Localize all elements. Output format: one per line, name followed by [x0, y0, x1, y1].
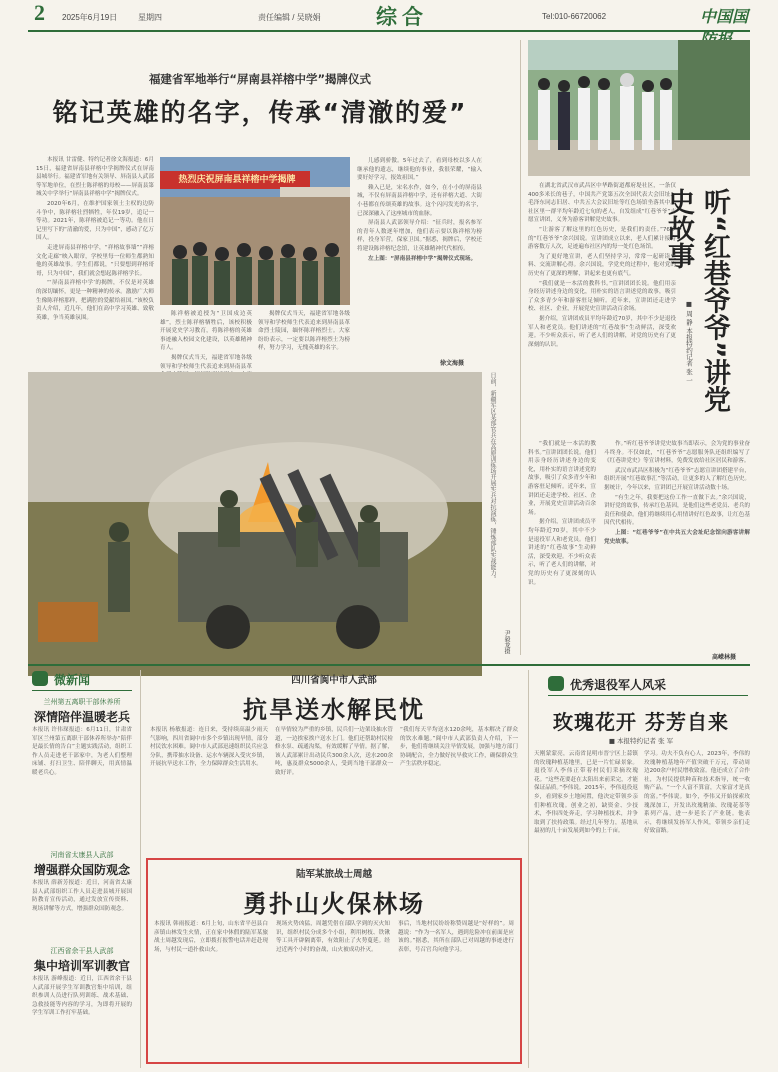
lead-paragraph: 本报讯 甘雷健、特约记者徐文海报道：6月15日，福建省屏南县祥榕中学揭牌仪式在屏南县城举行。福建省军地有关领导、屏南县人武部等军地单位，在烈士陈祥榕的母校——屏南县第城关中学举行“屏南县祥榕中学”揭牌仪式。 — [36, 157, 154, 198]
feature-paragraph: “我们就是一本活的教科书。”宣讲团团长说。他们用亲身经历讲述身边的变化，用朴实的语言讲述党的故事，吸引了众多青少年和游客驻足倾听。近年来，宣讲团还走进学校、社区、企业，开展党史宣讲活动百余场。 — [528, 441, 596, 516]
drought-headline: 抗旱送水解民忧 — [243, 696, 425, 724]
feature-column-1b — [528, 440, 596, 658]
veteran-badge — [548, 676, 564, 691]
lead-paragraph: 赖入已是，宋名水作，如今，在小小的屏南县城，不仅有屏南县祥榕中学，还有祥榕大道、大街小巷都在传颂英雄的故事。这个闪闪发光的名字，已深深融入了这座城市的血脉。 — [357, 184, 482, 217]
feature-photo-illustration — [528, 40, 750, 176]
drought-column-2: 在旱情较为严重的乡镇，民兵们一边架设抽水管道，一边挨家挨户送水上门。他们还帮助村民检修水泵、疏通沟渠，有效缓解了旱情。据了解，该人武部累计出动民兵300余人次，送水200余吨，惠及群众5000余人，受到当地干部群众一致好评。 — [275, 727, 393, 776]
micro-news-badge — [32, 671, 48, 686]
lead-byline: 徐文海摄 — [440, 360, 465, 367]
lead-paragraph: 揭牌仪式当天，福建省军地各级领导和学校师生代表追来到屏南县革 — [160, 354, 252, 370]
micro-news-title: 深情陪伴温暖老兵 — [33, 710, 130, 724]
feature-paragraph: “让游客了解这里的红色历史，是我们的责任。”76岁的“红巷爷爷”余兴国说。宣讲团成立以来，老人们累计接待游客数万人次，足迹遍布社区内的每一处红色场馆。 — [528, 226, 676, 251]
feature-paragraph: “有生之年，我要把这份工作一直做下去。”余兴国说，讲好党的故事，传承红色基因，是他们这些老党员、老兵的责任和使命。他们将继续用心用情讲好红色故事，让红色基因代代相传。 — [604, 494, 750, 527]
masthead-bar — [28, 0, 750, 32]
phone-number: Tel:010-66720062 — [542, 12, 607, 21]
fire-column-2: 现场火势凶猛，周越凭借在部队学到的灭火知识，组织村民分成多个小组，利用树枝、铁锹等工具开辟隔离带，有效阻止了火势蔓延。经过近两个小时的奋战，山火被成功扑灭。 — [276, 921, 390, 953]
drought-column-1: 本报讯 杨敏报道：连日来，受持续高温少雨天气影响，四川省阆中市多个乡镇出现旱情，部分村民饮水困难。阆中市人武部迅速组织民兵应急分队，携带抽水设备、运水车辆深入受灾乡镇，开展抗旱送水工作，全力保障群众生活用水。 — [150, 727, 268, 768]
lead-paragraph: 揭牌仪式当天，福建省军地各级领导和学校师生代表追来到屏南县革命烈士陵园，缅怀陈祥榕烈士。大家纷纷表示，一定要以陈祥榕烈士为榜样，努力学习，无愧英雄的名字。 — [258, 311, 350, 352]
micro-news-text: 本报讯 薛新芳报道：近日，河南省太康县人武部组织工作人员走进县城开展国防教育宣传活动，通过发放宣传资料、现场讲解等方式，增强群众国防观念。 — [32, 880, 132, 912]
feature-photo — [528, 40, 750, 176]
ceremony-photo — [160, 157, 350, 305]
lead-paragraph: 走进屏南县祥榕中学，“祥榕故事墙”“祥榕文化走廊”映入眼帘，学校里每一位师生都熟知他的英雄故事。学生们都说，“只要想到祥榕哥哥，只为中国”，我们就会想起陈祥榕学长。 — [36, 244, 154, 277]
lead-paragraph: 陈祥榕被追授为“卫国戍边英雄”，烈士陈祥榕牺牲后，该校积极开展党史学习教育，将陈祥榕的英雄事迹融入校园文化建设，以英雄精神育人。 — [160, 311, 252, 352]
feature-column-1 — [528, 182, 676, 437]
feature-paragraph: 据介绍，宣讲团成员平均年龄近70岁，其中不少是退役军人和老党员。他们讲述的“红巷故事”生动鲜活，深受欢迎。不少听众表示，听了老人们的讲解，对党的历史有了更深刻的认识。 — [528, 519, 596, 586]
feature-column-2 — [604, 440, 750, 658]
feature-paragraph: 武汉市武昌区积极为“红巷爷爷”志愿宣讲团搭建平台，组织开展“红巷故事汇”等活动，让更多的人了解红色历史。据统计，今年以来，宣讲团已开展宣讲活动数十场。 — [604, 467, 750, 491]
artillery-caption: 日前，新疆军区某部官兵在高原训练场开展实兵对抗演练，锤炼部队实战能力。 — [489, 372, 496, 582]
section-title: 综合 — [376, 5, 428, 29]
veteran-column-1: 天刚蒙蒙亮，云南省昆明市晋宁区上蒜镇的玫瑰种植基地里，已是一片忙碌景象。退役军人李伟正带着村民们采摘玫瑰花。“这些花要赶在太阳出来前采完，才能保证品质。”李伟说。2015年，李伟退役返乡，看到家乡土地闲置，他决定带领乡亲们种植玫瑰。创业之初，缺资金、少技术，李伟四处奔走，学习种植技术，并争取到了扶持政策。经过几年努力，基地从最初的几十亩发展到如今的上千亩。 — [534, 751, 638, 835]
micro-news-org: 河南省太康县人武部 — [50, 851, 114, 859]
veteran-label: 优秀退役军人风采 — [570, 678, 667, 692]
issue-weekday: 星期四 — [138, 13, 162, 22]
veteran-rule — [548, 695, 748, 696]
newspaper-logo: 中国国 — [700, 7, 749, 26]
artillery-photo — [28, 372, 482, 676]
micro-news-label: 微新闻 — [54, 673, 91, 687]
micro-news-text: 本报讯 游峰报道：近日，江西省余干县人武部开展学生军训教官集中培训，组织参训人员进行队列训练、战术基础、急救技能等内容的学习，为即将开展的学生军训工作打牢基础。 — [32, 976, 132, 1017]
photo-caption: 上图：“红巷爷爷”在中共五大会址纪念馆向游客讲解党史故事。 — [604, 529, 750, 545]
lead-column-2 — [160, 310, 252, 370]
photo-caption: 左上图：“屏南县祥榕中学”揭牌仪式现场。 — [368, 255, 477, 262]
lead-kicker: 福建省军地举行“屏南县祥榕中学”揭牌仪式 — [148, 72, 372, 86]
artillery-photo-illustration — [28, 372, 482, 676]
artillery-credit: 尹毅龙摄 — [503, 630, 510, 654]
page-number: 2 — [34, 0, 45, 25]
lead-column-1 — [36, 156, 154, 366]
lead-paragraph: 2020年6月，在维护国家领土主权的边防斗争中，陈祥榕壮烈牺牲，年仅19岁，追记一等功。2021年，陈祥榕被追记一等功。他在日记里写下的“清澈的爱，只为中国”，感动了亿万国人。 — [36, 200, 154, 242]
micro-news-org: 兰州第五离职干部休养所 — [43, 698, 121, 706]
fire-column-1: 本报讯 韩雨报道：6月上旬，山东省平邑县白彦镇山林发生火情，正在家中休假的陆军某旅战士周越发现后，立即拨打报警电话并赶赴现场，与村民一道扑救山火。 — [154, 921, 268, 953]
issue-date: 2025年6月19日 — [62, 13, 118, 22]
feature-paragraph: 为了更好地宣讲，老人们坚持学习，常常一起研读史料、交流讲解心得。余兴国说，学党史的过程中，他对党的历史有了更深的理解，讲起来也更有底气。 — [528, 253, 676, 277]
column-divider — [520, 40, 521, 655]
editors-credit: 责任编辑 / 吴晓娟 — [258, 13, 321, 22]
feature-paragraph: 作。”听红巷爷爷讲党史故事当即表示，会为党的事业奋斗终身。不仅如此，“红巷爷爷”志愿服务队还组织编写了《红巷讲党史》等宣讲材料，免费发放给社区居民和游客。 — [604, 441, 750, 465]
lead-column-3 — [357, 157, 482, 357]
feature-byline: ■ 周 静 本报特约记者 张 一 — [685, 300, 693, 384]
micro-news-rule — [32, 690, 132, 691]
column-divider — [140, 670, 141, 1068]
veteran-headline: 玫瑰花开 芬芳自来 — [553, 710, 729, 734]
lead-paragraph: “‘屏南县祥榕中学’的揭牌，不仅是对英雄的深切缅怀，更是一种精神的传承。激励广大师生像陈祥榕那样，把满腔的爱献给祖国。”该校负责人介绍，近几年，他们在高中学习英雄、致敬英雄，争当英雄氛围。 — [36, 280, 154, 321]
fire-kicker: 陆军某旅战士周越 — [295, 869, 372, 880]
micro-news-text: 本报讯 许伟琛报道：6月11日，甘肃省军区兰州第五离职干部休养所举办“陪伴是最长情的告白”主题实践活动，组织工作人员走进老干部家中，为老人们整理床铺、打扫卫生、陪伴聊天，用真情温暖老兵心。 — [32, 727, 132, 776]
lead-column-2b — [258, 310, 350, 366]
feature-title: 听“红巷爷爷”讲党史故事 — [663, 188, 730, 413]
feature-paragraph: 据介绍，宣讲团成员平均年龄近70岁，其中不少是退役军人和老党员。他们讲述的“红巷故事”生动鲜活，深受欢迎。不少听众表示，听了老人们的讲解，对党的历史有了更深刻的认识。 — [528, 315, 676, 348]
lead-paragraph: 儿感到骄傲。5年过去了，看到母校以多人在继承他的遗志，继续他的事业，我很荣耀，“输入要好好学习，报效祖国。” — [357, 158, 482, 182]
feature-paragraph: 在湖北省武汉市武昌区中华路街道都府堤社区，一条仅400多米长的巷子，中国共产党第五次全国代表大会旧址、毛泽东同志旧居、中共五大会议旧址等红色场馆坐落其中。社区里一群平均年龄近七旬的老人，自发组成“红巷爷爷”志愿宣讲团，义务为游客讲解党史故事。 — [528, 183, 676, 224]
fire-column-3: 事后，当地村民纷纷称赞周越是“好样的”。周越说：“作为一名军人，遇到危险冲在前面是应该的。”据悉，其所在部队已对周越的事迹进行表彰，号召官兵向他学习。 — [398, 921, 514, 953]
banner-text: 热烈庆祝屏南县祥榕中学揭牌 — [178, 175, 296, 185]
feature-photo-credit: 高嵘林摄 — [712, 654, 737, 661]
micro-news-title: 增强群众国防观念 — [33, 863, 130, 877]
micro-news-title: 集中培训军训教官 — [33, 959, 130, 973]
feature-paragraph: “我们就是一本活的教科书。”宣讲团团长说。他们用亲身经历讲述身边的变化，用朴实的语言讲述党的故事，吸引了众多青少年和游客驻足倾听。近年来，宣讲团还走进学校、社区、企业，开展党史宣讲活动百余场。 — [528, 280, 676, 313]
lead-paragraph: 屏南县人武部领导介绍：“征兵时，报名参军的青年人数逐年增加，他们表示要以陈祥榕为榜样，投身军营，保家卫国。”据悉，揭牌后，学校还将建设陈祥榕纪念馆，让英雄精神代代相传。 — [357, 220, 482, 252]
drought-kicker: 四川省阆中市人武部 — [291, 675, 377, 686]
veteran-column-2: 学习。功夫不负有心人，2023年，李伟的玫瑰种植基地年产值突破千万元，带动周边200余户村民增收致富。他还成立了合作社，为村民提供种苗和技术指导，统一收购产品。“一个人富不算富，大家富才是真的富。”李伟说。如今，李伟又开始探索玫瑰深加工，开发出玫瑰精油、玫瑰花茶等系列产品，进一步延长了产业链。他表示，将继续发扬军人作风，带领乡亲们走好致富路。 — [644, 751, 750, 835]
fire-headline: 勇扑山火保林场 — [243, 890, 425, 918]
micro-news-org: 江西省余干县人武部 — [50, 947, 114, 955]
lead-headline: 铭记英雄的名字，传承“清澈的爱” — [52, 98, 468, 127]
veteran-byline: ■ 本报特约记者 张 军 — [608, 737, 674, 745]
column-divider — [528, 670, 529, 1068]
section-divider — [28, 664, 750, 666]
drought-column-3: “我们每天平均送水120余吨，基本解决了群众的饮水难题。”阆中市人武部负责人介绍，下一步，他们将继续关注旱情发展，加强与地方部门协调配合，全力做好抗旱救灾工作，确保群众生产生活秩序稳定。 — [400, 727, 518, 768]
